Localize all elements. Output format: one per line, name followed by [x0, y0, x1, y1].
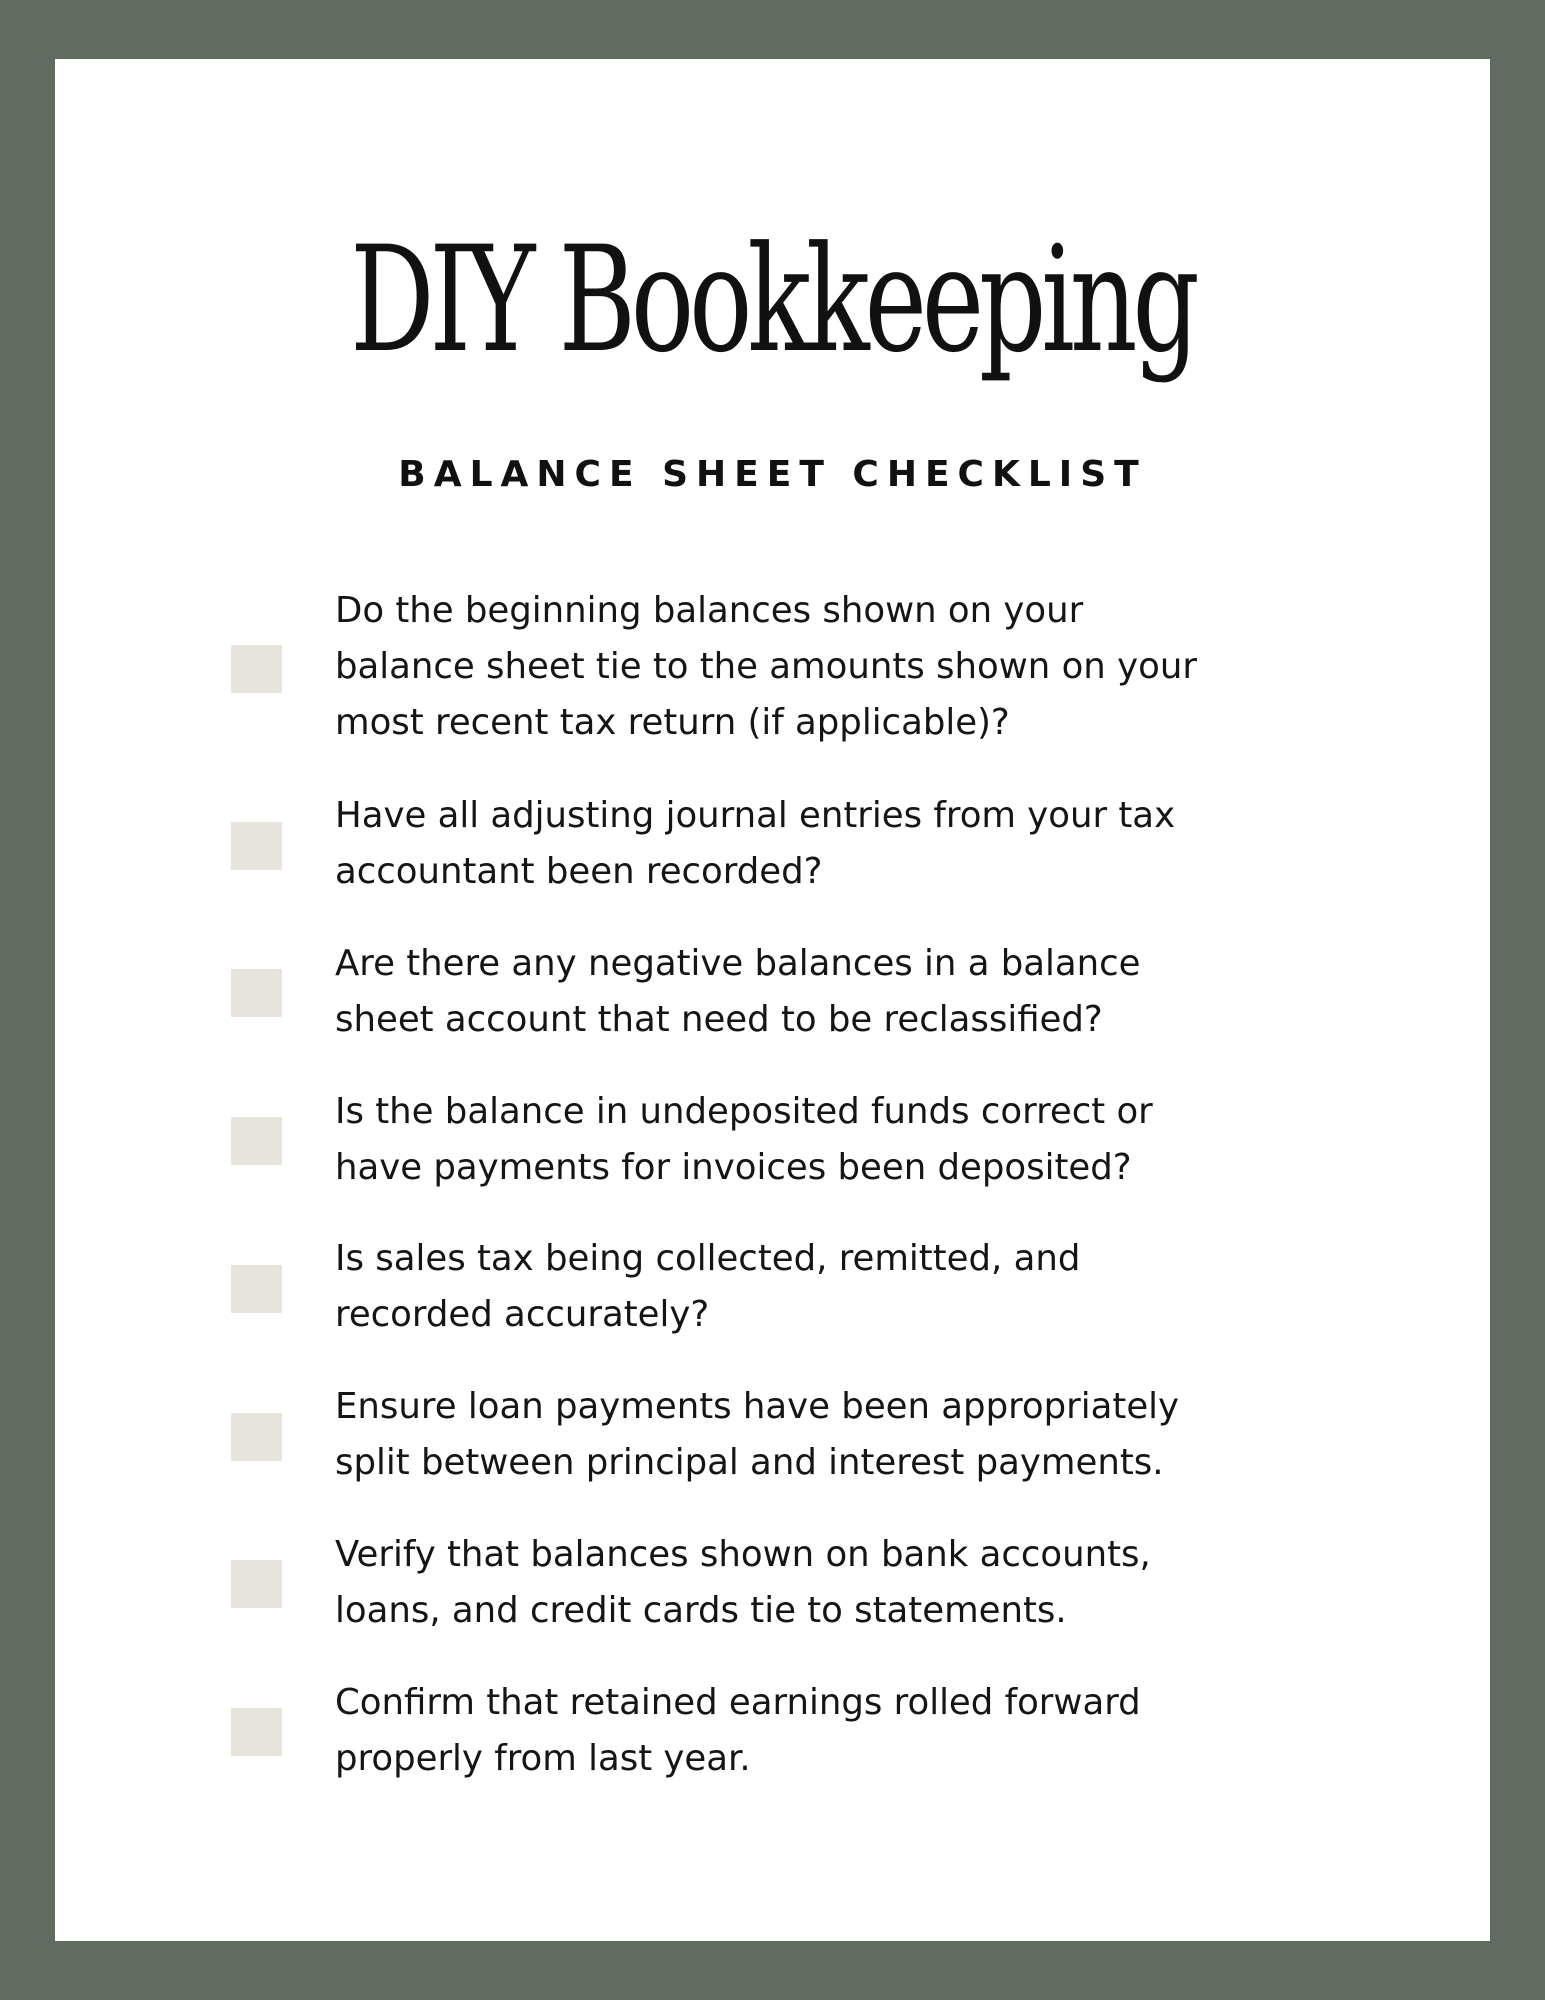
checkbox[interactable]: [231, 969, 282, 1017]
checkbox[interactable]: [231, 822, 282, 870]
checklist-item-text: Have all adjusting journal entries from your tax accountant been recorded?: [335, 795, 1176, 892]
checkbox[interactable]: [231, 1708, 282, 1756]
checklist-page: [55, 59, 1490, 1941]
page-title: DIY Bookkeeping: [350, 215, 1195, 385]
checklist-item-text: Is sales tax being collected, remitted, and recorded accurately?: [335, 1238, 1081, 1335]
checkbox[interactable]: [231, 1117, 282, 1165]
checkbox[interactable]: [231, 645, 282, 693]
checklist-item-text: Verify that balances shown on bank accounts, loans, and credit cards tie to statements.: [335, 1534, 1151, 1631]
checkbox[interactable]: [231, 1265, 282, 1313]
checkbox[interactable]: [231, 1413, 282, 1461]
checklist-item-text: Confirm that retained earnings rolled forward properly from last year.: [335, 1682, 1141, 1779]
checklist-item-text: Is the balance in undeposited funds correct or have payments for invoices been deposited?: [335, 1091, 1153, 1188]
checklist-item-text: Are there any negative balances in a balance sheet account that need to be reclassified?: [335, 943, 1141, 1040]
page-subtitle: BALANCE SHEET CHECKLIST: [398, 454, 1147, 495]
checklist-item-text: Ensure loan payments have been appropriately split between principal and interest payments.: [335, 1386, 1180, 1483]
checklist-item-text: Do the beginning balances shown on your balance sheet tie to the amounts shown on your most recent tax return (if applicable)?: [335, 590, 1197, 743]
checkbox[interactable]: [231, 1560, 282, 1608]
